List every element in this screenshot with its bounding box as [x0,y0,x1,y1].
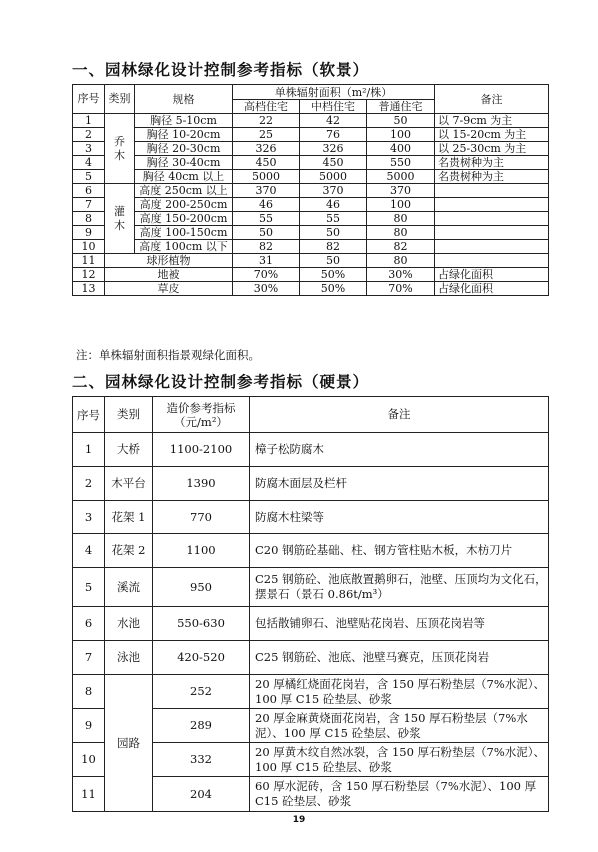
header-category: 类别 [105,85,135,114]
cell-normal: 100 [367,198,435,212]
table-row [73,170,549,184]
cell-remark [435,254,549,268]
cell-remark [435,226,549,240]
category-shrub: 灌木 [105,184,135,254]
cell-cost: 550-630 [153,607,250,641]
cell-spec: 高度 100cm 以下 [135,240,233,254]
cell-remark: 占绿化面积 [435,268,549,282]
cell-remark: 以 25-30cm 为主 [435,142,549,156]
table-row [73,433,549,467]
cell-high: 326 [233,142,300,156]
cell-remark [435,184,549,198]
table-row [73,142,549,156]
cell-remark: 防腐木面层及栏杆 [250,467,549,501]
cell-remark: 包括散铺卵石、池壁贴花岗岩、压顶花岗岩等 [250,607,549,641]
cell-remark [435,212,549,226]
table-row [73,675,549,709]
cell-cost: 770 [153,501,250,534]
cell-high: 22 [233,114,300,128]
cell-index: 4 [73,534,105,568]
header-remark: 备注 [250,397,549,433]
cell-index: 9 [73,226,105,240]
cell-high: 5000 [233,170,300,184]
cell-normal: 30% [367,268,435,282]
cell-high: 370 [233,184,300,198]
table-row [73,254,549,268]
cell-remark: 60 厚水泥砖，含 150 厚石粉垫层（7%水泥）、100 厚 C15 砼垫层、砂浆 [250,777,549,812]
cell-normal: 80 [367,254,435,268]
cell-remark: 名贵树种为主 [435,170,549,184]
table-row [73,282,549,296]
cell-index: 6 [73,607,105,641]
cell-category: 溪流 [105,568,153,607]
cell-index: 6 [73,184,105,198]
header-index: 序号 [73,397,105,433]
cell-index: 7 [73,198,105,212]
cell-spec: 草皮 [105,282,233,296]
cell-normal: 550 [367,156,435,170]
cell-mid: 5000 [300,170,367,184]
cell-mid: 82 [300,240,367,254]
cell-high: 70% [233,268,300,282]
cell-high: 450 [233,156,300,170]
cell-spec: 胸径 5-10cm [135,114,233,128]
cell-mid: 326 [300,142,367,156]
table-row [73,467,549,501]
cell-cost: 204 [153,777,250,812]
cell-index: 5 [73,568,105,607]
cell-normal: 400 [367,142,435,156]
table-row [73,641,549,675]
cell-remark [435,198,549,212]
cell-remark: 20 厚橘红烧面花岗岩，含 150 厚石粉垫层（7%水泥）、100 厚 C15 砼垫层、砂浆 [250,675,549,709]
cell-spec: 胸径 20-30cm [135,142,233,156]
cell-remark: C20 钢筋砼基础、柱、钢方管柱贴木板，木枋刀片 [250,534,549,568]
category-tree: 乔木 [105,114,135,184]
header-category: 类别 [105,397,153,433]
cell-remark: C25 钢筋砼、池底散置鹅卵石，池壁、压顶均为文化石，摆景石（景石 0.86t/m³） [250,568,549,607]
table-row [73,114,549,128]
cell-mid: 50% [300,268,367,282]
cell-high: 46 [233,198,300,212]
section1-title: 一、园林绿化设计控制参考指标（软景） [72,61,370,79]
header-index: 序号 [73,85,105,114]
cell-normal: 50 [367,114,435,128]
cell-index: 5 [73,170,105,184]
cell-category: 大桥 [105,433,153,467]
cell-cost: 420-520 [153,641,250,675]
road-category: 园路 [105,675,153,812]
cell-spec: 高度 100-150cm [135,226,233,240]
table-row [73,501,549,534]
cell-category: 泳池 [105,641,153,675]
cell-index: 11 [73,777,105,812]
hardscape-table [72,396,549,812]
table-row [73,198,549,212]
table-row [73,240,549,254]
cell-index: 10 [73,743,105,777]
cell-remark: 以 15-20cm 为主 [435,128,549,142]
cell-normal: 100 [367,128,435,142]
cell-high: 82 [233,240,300,254]
cell-mid: 50% [300,282,367,296]
cell-high: 50 [233,226,300,240]
cell-remark [435,240,549,254]
header-cost: 造价参考指标（元/m²） [153,397,250,433]
cell-normal: 70% [367,282,435,296]
cell-mid: 50 [300,254,367,268]
cell-normal: 82 [367,240,435,254]
cell-high: 25 [233,128,300,142]
section2-title: 二、园林绿化设计控制参考指标（硬景） [72,373,370,391]
table-row [73,184,549,198]
cell-cost: 252 [153,675,250,709]
cell-category: 花架 1 [105,501,153,534]
cell-index: 4 [73,156,105,170]
cell-spec: 胸径 30-40cm [135,156,233,170]
table-row [73,156,549,170]
header-remark: 备注 [435,85,549,114]
cell-high: 30% [233,282,300,296]
cell-spec: 球形植物 [105,254,233,268]
cell-remark: 20 厚金麻黄烧面花岗岩，含 150 厚石粉垫层（7%水泥）、100 厚 C15 砼垫层、砂浆 [250,709,549,743]
cell-remark: 占绿化面积 [435,282,549,296]
cell-spec: 高度 200-250cm [135,198,233,212]
cell-remark: C25 钢筋砼、池底、池壁马赛克，压顶花岗岩 [250,641,549,675]
cell-index: 11 [73,254,105,268]
cell-high: 31 [233,254,300,268]
table-note: 注：单株辐射面积指景观绿化面积。 [76,348,260,362]
cell-mid: 370 [300,184,367,198]
cell-mid: 55 [300,212,367,226]
header-mid: 中档住宅 [300,100,367,114]
cell-category: 木平台 [105,467,153,501]
cell-remark: 以 7-9cm 为主 [435,114,549,128]
cell-remark: 20 厚黄木纹自然冰裂，含 150 厚石粉垫层（7%水泥）、100 厚 C15 砼垫层、砂浆 [250,743,549,777]
table-row [73,226,549,240]
cell-index: 8 [73,675,105,709]
cell-normal: 370 [367,184,435,198]
cell-index: 1 [73,433,105,467]
cell-high: 55 [233,212,300,226]
cell-mid: 76 [300,128,367,142]
cell-mid: 42 [300,114,367,128]
cell-cost: 332 [153,743,250,777]
cell-index: 2 [73,128,105,142]
cell-normal: 5000 [367,170,435,184]
cell-index: 3 [73,142,105,156]
table-row [73,212,549,226]
table-row [73,607,549,641]
table-row [73,568,549,607]
cell-index: 12 [73,268,105,282]
cell-spec: 胸径 10-20cm [135,128,233,142]
cell-index: 10 [73,240,105,254]
cell-remark: 樟子松防腐木 [250,433,549,467]
cell-cost: 1100 [153,534,250,568]
cell-mid: 50 [300,226,367,240]
cell-cost: 1390 [153,467,250,501]
cell-index: 1 [73,114,105,128]
cell-normal: 80 [367,226,435,240]
cell-normal: 80 [367,212,435,226]
cell-remark: 防腐木柱梁等 [250,501,549,534]
cell-index: 8 [73,212,105,226]
cell-spec: 高度 250cm 以上 [135,184,233,198]
cell-remark: 名贵树种为主 [435,156,549,170]
cell-index: 13 [73,282,105,296]
cell-spec: 高度 150-200cm [135,212,233,226]
cell-cost: 1100-2100 [153,433,250,467]
softscape-table [72,84,549,296]
cell-mid: 46 [300,198,367,212]
cell-spec: 胸径 40cm 以上 [135,170,233,184]
header-area-group: 单株辐射面积（m²/株） [233,85,435,100]
cell-cost: 950 [153,568,250,607]
cell-index: 7 [73,641,105,675]
header-spec: 规格 [135,85,233,114]
page-number: 19 [292,815,306,825]
table-row [73,534,549,568]
cell-mid: 450 [300,156,367,170]
cell-spec: 地被 [105,268,233,282]
cell-category: 水池 [105,607,153,641]
cell-index: 3 [73,501,105,534]
cell-index: 2 [73,467,105,501]
cell-cost: 289 [153,709,250,743]
header-high: 高档住宅 [233,100,300,114]
cell-category: 花架 2 [105,534,153,568]
header-normal: 普通住宅 [367,100,435,114]
table-row [73,268,549,282]
table-row [73,128,549,142]
cell-index: 9 [73,709,105,743]
